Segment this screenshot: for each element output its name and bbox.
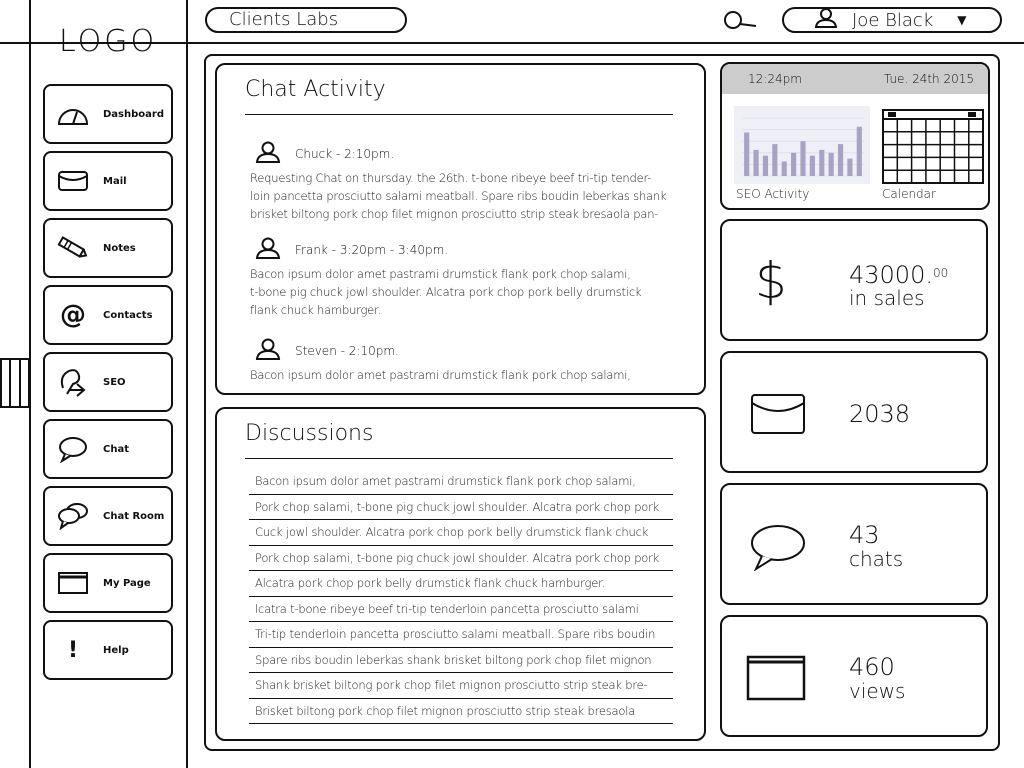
discussion-list	[249, 469, 673, 724]
chat-message-line: Bacon ipsum dolor amet pastrami drumstick flank pork chop salami,	[250, 267, 631, 281]
panel-title: Discussions	[245, 421, 374, 446]
user-name: Joe Black	[852, 9, 934, 31]
sidebar-item-contacts[interactable]	[43, 285, 173, 345]
logo: LOGO	[58, 24, 158, 59]
seo-chart-bar	[782, 162, 787, 177]
chat-entry[interactable]	[250, 237, 680, 319]
sales-label: in sales	[849, 286, 925, 310]
discussion-row[interactable]: Pork chop salami, t-bone pig chuck jowl shoulder. Alcatra pork chop pork	[249, 546, 673, 572]
browser-window-icon	[746, 655, 806, 705]
calendar-thumbnail[interactable]	[882, 109, 984, 184]
sidebar-item-chat[interactable]	[43, 419, 173, 479]
date-time-bar	[722, 64, 988, 94]
user-icon	[255, 338, 281, 364]
discussion-row[interactable]: Brisket biltong pork chop filet mignon prosciutto strip steak bresaola	[249, 699, 673, 725]
chat-message-line: t-bone pig chuck jowl shoulder. Alcatra pork chop pork belly drumstick	[250, 285, 642, 299]
sidebar-item-label: My Page	[103, 577, 151, 589]
discussions-panel	[215, 407, 706, 741]
sidebar-item-notes[interactable]	[43, 218, 173, 278]
chats-stat-card[interactable]	[720, 483, 988, 605]
seo-chart-bar	[763, 156, 768, 176]
calendar-caption: Calendar	[882, 187, 936, 201]
seo-chart-bar	[847, 159, 852, 176]
seo-chart-bar	[744, 133, 749, 177]
seo-chart-bar	[791, 153, 796, 176]
at-sign-icon: @	[60, 300, 86, 330]
dollar-icon: $	[755, 252, 787, 310]
discussion-row[interactable]: Alcatra pork chop pork belly drumstick flank chuck hamburger.	[249, 571, 673, 597]
sales-value: 43000.00	[849, 261, 949, 289]
chat-entry[interactable]	[250, 338, 680, 384]
chat-message-line: flank chuck hamburger.	[250, 303, 381, 317]
seo-chart-bar	[829, 153, 834, 176]
views-stat-card[interactable]	[720, 615, 988, 737]
user-icon	[255, 237, 281, 263]
seo-icon	[57, 366, 89, 398]
overview-widget	[720, 62, 990, 210]
sidebar-item-mail[interactable]	[43, 151, 173, 211]
sidebar-item-chat-room[interactable]	[43, 486, 173, 546]
sidebar-item-label: Chat	[103, 443, 129, 455]
chats-count: 43	[849, 521, 880, 549]
chat-author: Steven - 2:10pm.	[295, 344, 399, 358]
chat-message-line: loin pancetta prosciutto salami meatball. Spare ribs boudin leberkas shank	[250, 189, 667, 203]
sidebar-item-my-page[interactable]	[43, 553, 173, 613]
seo-caption: SEO Activity	[736, 187, 810, 201]
envelope-icon	[750, 393, 806, 439]
panel-title: Chat Activity	[245, 77, 386, 102]
chat-message-line: brisket biltong pork chop filet mignon prosciutto strip steak bresaola pan-	[250, 207, 659, 221]
mail-count: 2038	[849, 400, 911, 428]
sales-cents: 00	[932, 266, 949, 280]
seo-chart-bar	[838, 144, 843, 176]
user-icon	[255, 141, 281, 167]
discussion-row[interactable]: Spare ribs boudin leberkas shank brisket biltong pork chop filet mignon	[249, 648, 673, 674]
discussion-row[interactable]: lcatra t-bone ribeye beef tri-tip tenderloin pancetta prosciutto salami	[249, 597, 673, 623]
sidebar-item-label: Contacts	[103, 309, 153, 321]
sidebar-item-dashboard[interactable]	[43, 84, 173, 144]
speech-bubbles-icon	[57, 500, 89, 532]
sales-stat-card[interactable]	[720, 219, 988, 341]
sidebar-item-label: Help	[103, 644, 129, 656]
pencil-icon	[57, 232, 89, 264]
seo-chart-bar	[857, 127, 862, 176]
title-rule	[245, 458, 673, 459]
chat-author: Chuck - 2:10pm.	[295, 147, 395, 161]
sidebar-collapse-handle[interactable]	[0, 358, 28, 408]
chat-message-line: Bacon ipsum dolor amet pastrami drumstick flank pork chop salami,	[250, 368, 631, 382]
speech-bubble-icon	[57, 433, 89, 465]
sidebar-item-label: Mail	[103, 175, 127, 187]
mail-stat-card[interactable]	[720, 351, 988, 473]
app-title[interactable]: Clients Labs	[205, 7, 407, 33]
seo-chart-bar	[819, 150, 824, 176]
seo-chart-bar	[753, 150, 758, 176]
discussion-row[interactable]: Pork chop salami, t-bone pig chuck jowl shoulder. Alcatra pork chop pork	[249, 495, 673, 521]
exclamation-icon: !	[67, 637, 79, 663]
sidebar-item-seo[interactable]	[43, 352, 173, 412]
chevron-down-icon: ▼	[957, 13, 967, 27]
seo-chart-bar	[800, 141, 805, 176]
discussion-row[interactable]: Cuck jowl shoulder. Alcatra pork chop pork belly drumstick flank chuck	[249, 520, 673, 546]
window-icon	[57, 567, 89, 599]
discussion-row[interactable]: Tri-tip tenderloin pancetta prosciutto salami meatball. Spare ribs boudin	[249, 622, 673, 648]
current-date: Tue. 24th 2015	[883, 72, 974, 86]
user-icon	[814, 8, 838, 32]
chats-label: chats	[849, 547, 904, 571]
speech-bubble-icon	[748, 523, 806, 575]
user-menu[interactable]	[782, 7, 1002, 33]
views-count: 460	[849, 653, 895, 681]
seo-chart-thumbnail[interactable]	[734, 106, 870, 184]
chat-entry[interactable]	[250, 141, 680, 223]
seo-chart-bar	[772, 144, 777, 176]
chat-message-line: Requesting Chat on thursday. the 26th. t-bone ribeye beef tri-tip tender-	[250, 171, 652, 185]
seo-chart-bar	[810, 156, 815, 176]
sidebar-item-label: SEO	[103, 376, 126, 388]
chat-activity-panel	[215, 63, 706, 395]
search-icon[interactable]	[722, 8, 760, 34]
sidebar-item-help[interactable]	[43, 620, 173, 680]
gauge-icon	[57, 98, 89, 130]
sidebar-divider	[186, 0, 188, 768]
title-rule	[245, 114, 673, 115]
sidebar-item-label: Notes	[103, 242, 136, 254]
envelope-icon	[57, 165, 89, 197]
sidebar-item-label: Dashboard	[103, 108, 164, 120]
views-label: views	[849, 679, 906, 703]
current-time: 12:24pm	[748, 72, 802, 86]
discussion-row[interactable]: Bacon ipsum dolor amet pastrami drumstick flank pork chop salami,	[249, 469, 673, 495]
discussion-row[interactable]: Shank brisket biltong pork chop filet mignon prosciutto strip steak bre-	[249, 673, 673, 699]
chat-author: Frank - 3:20pm - 3:40pm.	[295, 243, 449, 257]
sidebar-item-label: Chat Room	[103, 510, 165, 522]
